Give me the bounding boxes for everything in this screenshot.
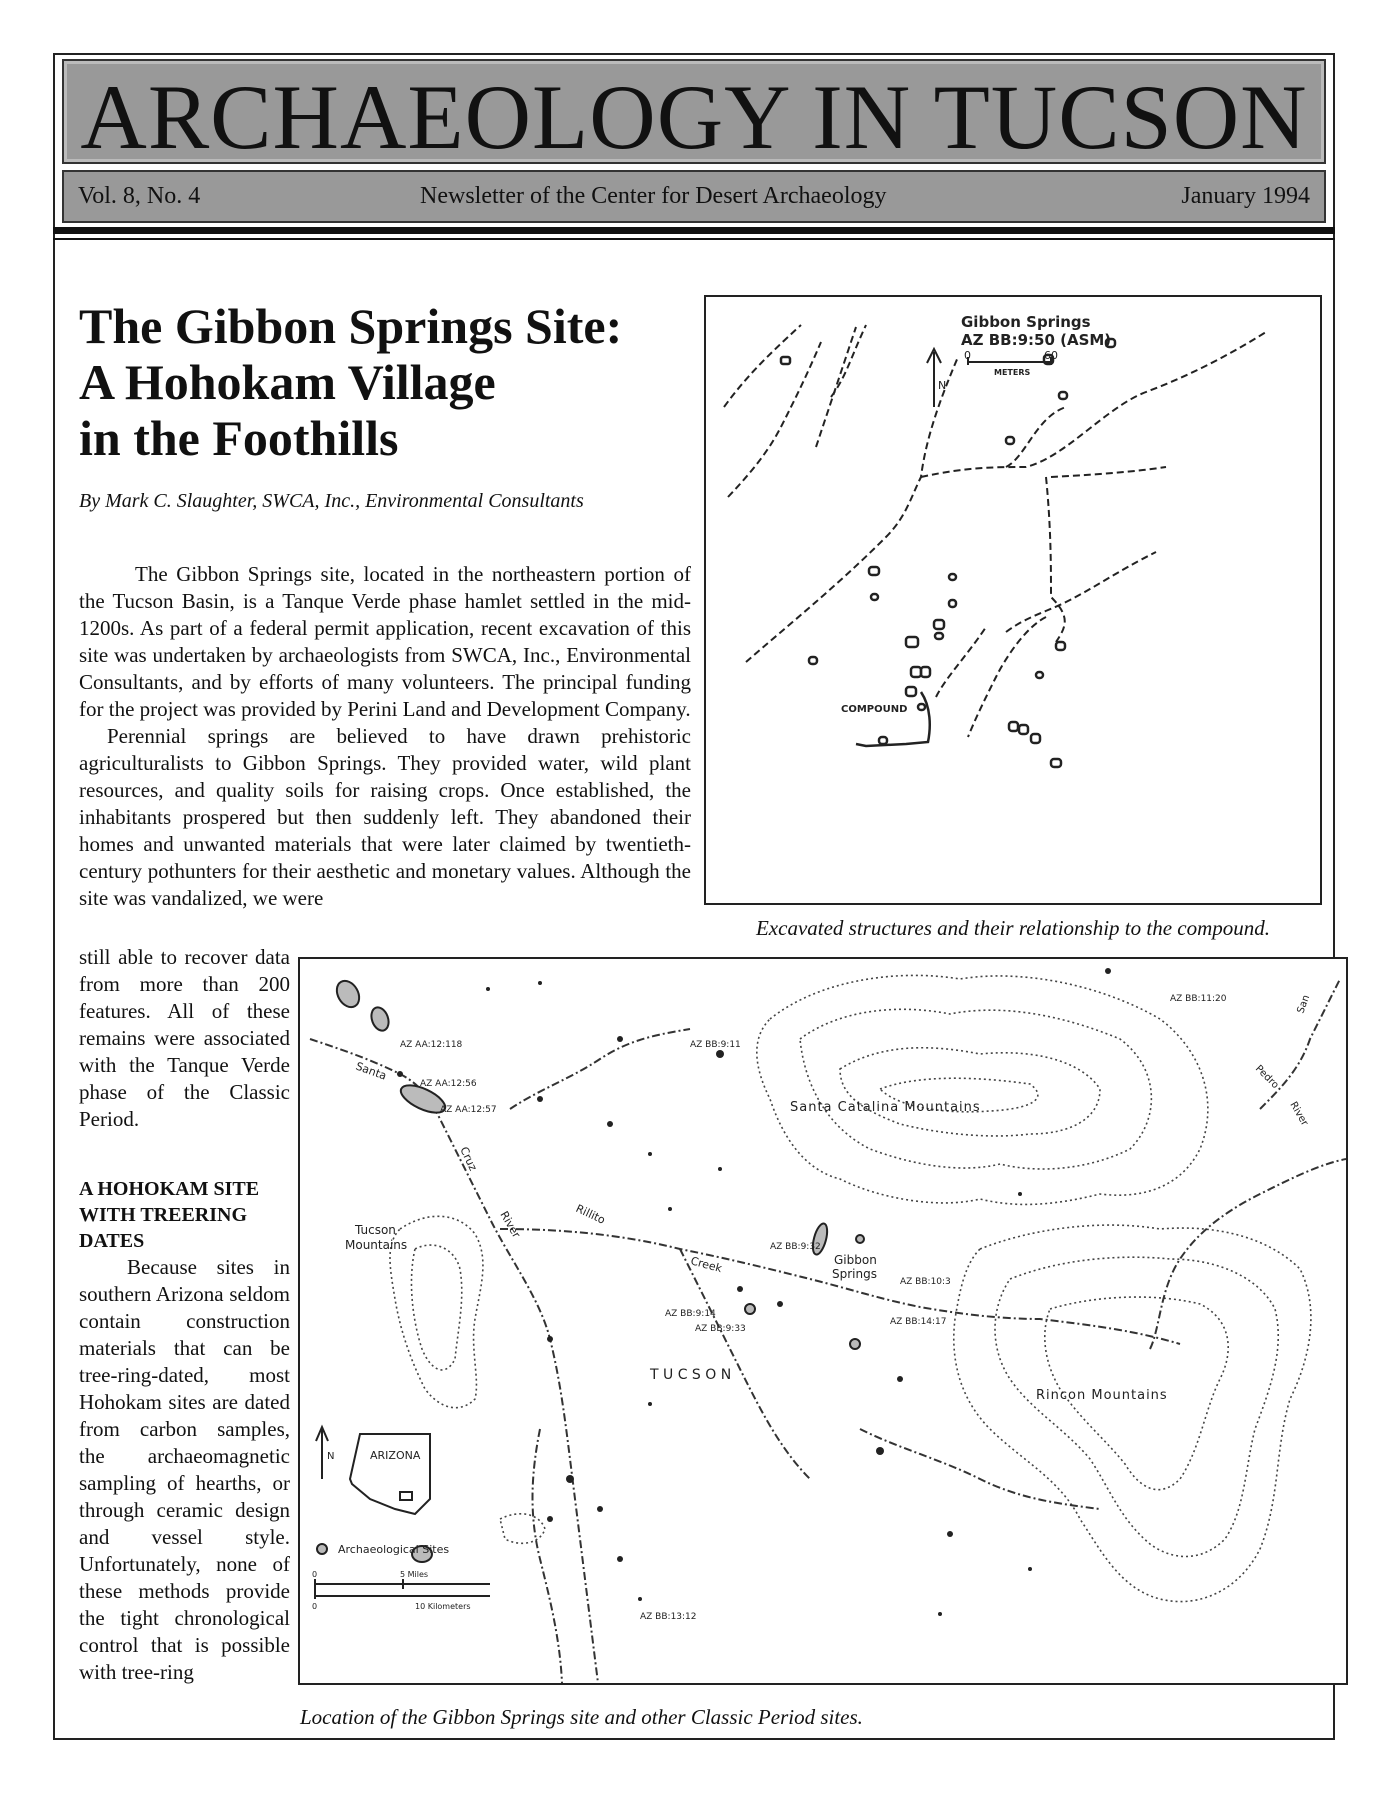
regional-map-figure: [298, 957, 1348, 1685]
santa-label: Santa: [353, 1059, 389, 1083]
figure-2-caption: Location of the Gibbon Springs site and other Classic Period sites.: [300, 1705, 863, 1729]
arizona-label: ARIZONA: [370, 1449, 421, 1462]
divider-rule-thin: [53, 238, 1335, 240]
figure-1-caption: Excavated structures and their relationship to the compound.: [755, 916, 1271, 940]
title-line-3: in the Foothills: [79, 410, 399, 466]
issue-date: January 1994: [1181, 183, 1310, 209]
paragraph-3: Because sites in southern Arizona seldom contain construction materials that can be tree-ring-dated, most Hohokam sites are dated from carbon samples, the archaeomagnetic sampling of hearths, or through ceramic design and vessel style. Unfortunately, none of these methods provide the tight chronological control that is possible with tree-ring: [79, 1255, 290, 1684]
tucson-mountains-label-2: Mountains: [345, 1238, 408, 1252]
newsletter-subtitle: Newsletter of the Center for Desert Archaeology: [420, 183, 887, 209]
rillito-label: Rillito: [573, 1201, 608, 1227]
city-label: T U C S O N: [650, 1367, 732, 1383]
volume-number: Vol. 8, No. 4: [78, 183, 201, 209]
issue-bar: [62, 170, 1326, 223]
site-label: AZ AA:12:118: [400, 1040, 463, 1050]
river2-label: River: [1287, 1100, 1310, 1128]
scale-zero-km: 0: [312, 1602, 318, 1611]
article-column-narrow: [79, 944, 290, 1686]
rincon-label: Rincon Mountains: [1036, 1388, 1168, 1403]
masthead: [62, 59, 1326, 168]
legend-label: Archaeological Sites: [338, 1543, 450, 1556]
scale-km: 10 Kilometers: [415, 1602, 471, 1611]
scale-zero-miles: 0: [312, 1570, 318, 1579]
inset-north-label: N: [327, 1451, 335, 1462]
site-plan-map: [706, 297, 1320, 903]
north-label: N: [938, 379, 947, 392]
site-label: AZ BB:9:14: [665, 1309, 716, 1319]
site-name-label: Gibbon Springs: [961, 313, 1091, 331]
newsletter-title: ARCHAEOLOGY IN TUCSON: [80, 66, 1308, 168]
site-label: AZ BB:10:3: [900, 1277, 951, 1287]
section-heading: A HOHOKAM SITE WITH TREERING DATES: [79, 1178, 260, 1252]
paragraph-2: Perennial springs are believed to have drawn prehistoric agriculturalists to Gibbon Springs. They provided water, wild plant resources, and quality soils for raising crops. Once established, the inhabitants prospered but then suddenly left. They abandoned their homes and unwanted materials that were later claimed by twentieth-century pothunters for their aesthetic and monetary values. Although the site was vandalized, we were: [79, 724, 691, 910]
creek-label: Creek: [689, 1254, 724, 1276]
divider-rule: [53, 227, 1335, 234]
byline: By Mark C. Slaughter, SWCA, Inc., Environmental Consultants: [79, 490, 584, 512]
site-plan-figure: [704, 295, 1322, 905]
scale-end: 60: [1044, 349, 1058, 362]
pedro-label: Pedro: [1252, 1063, 1281, 1092]
gibbon-label-2: Springs: [832, 1267, 877, 1281]
title-line-2: A Hohokam Village: [79, 354, 496, 410]
site-number-label: AZ BB:9:50 (ASM): [961, 331, 1112, 349]
site-label: AZ AA:12:56: [420, 1079, 477, 1089]
compound-label: COMPOUND: [841, 704, 908, 715]
scale-miles: 5 Miles: [400, 1570, 429, 1579]
site-label: AZ BB:9:32: [770, 1242, 821, 1252]
river-label: River: [497, 1209, 523, 1241]
site-label: AZ BB:9:33: [695, 1324, 746, 1334]
gibbon-label-1: Gibbon: [834, 1253, 877, 1267]
tucson-mountains-label-1: Tucson: [355, 1223, 396, 1237]
catalina-label: Santa Catalina Mountains: [790, 1100, 981, 1115]
site-label: AZ BB:14:17: [890, 1317, 947, 1327]
site-label: AZ BB:11:20: [1170, 994, 1227, 1004]
site-label: AZ BB:9:11: [690, 1040, 741, 1050]
regional-map: [300, 959, 1346, 1683]
article-title: [79, 298, 699, 466]
article-body: [79, 561, 691, 912]
scale-start: 0: [964, 349, 971, 362]
san-label: San: [1295, 993, 1313, 1016]
paragraph-2-continued: still able to recover data from more than 200 features. All of these remains were associated with the Tanque Verde phase of the Classic Period.: [79, 945, 290, 1131]
title-line-1: The Gibbon Springs Site:: [79, 298, 623, 354]
cruz-label: Cruz: [457, 1144, 480, 1173]
site-label: AZ BB:13:12: [640, 1612, 697, 1622]
paragraph-1: The Gibbon Springs site, located in the northeastern portion of the Tucson Basin, is a Tanque Verde phase hamlet settled in the mid-1200s. As part of a federal permit application, recent excavation of this site was undertaken by archaeologists from SWCA, Inc., Environmental Consultants, and by efforts of many volunteers. The principal funding for the project was provided by Perini Land and Development Company.: [79, 562, 691, 721]
site-label: AZ AA:12:57: [440, 1105, 497, 1115]
scale-unit: METERS: [994, 368, 1031, 377]
